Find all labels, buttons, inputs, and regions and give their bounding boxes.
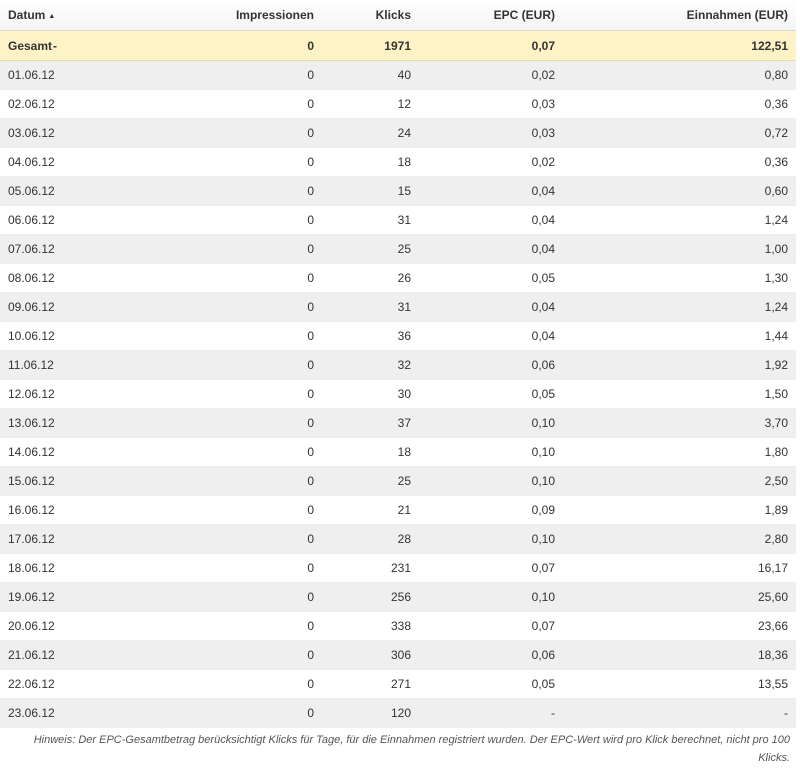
cell-epc: 0,04	[419, 235, 563, 264]
table-row	[0, 148, 796, 177]
cell-epc: 0,05	[419, 264, 563, 293]
cell-date: 20.06.12	[0, 612, 170, 641]
cell-revenue: 0,36	[563, 148, 796, 177]
cell-revenue: 3,70	[563, 409, 796, 438]
table-row	[0, 467, 796, 496]
column-header-date[interactable]	[0, 0, 170, 31]
cell-clicks: 120	[322, 699, 419, 728]
cell-impressions: 0	[170, 148, 322, 177]
cell-revenue: 0,60	[563, 177, 796, 206]
cell-impressions: 0	[170, 641, 322, 670]
cell-revenue: 23,66	[563, 612, 796, 641]
cell-date: 23.06.12	[0, 699, 170, 728]
cell-impressions: 0	[170, 525, 322, 554]
cell-revenue: 1,50	[563, 380, 796, 409]
cell-revenue: -	[563, 699, 796, 728]
sort-ascending-icon: ▲	[48, 13, 56, 20]
total-label-cell	[0, 31, 170, 61]
cell-date: 08.06.12	[0, 264, 170, 293]
cell-clicks: 30	[322, 380, 419, 409]
cell-impressions: 0	[170, 322, 322, 351]
cell-clicks: 25	[322, 467, 419, 496]
cell-impressions: 0	[170, 670, 322, 699]
table-row	[0, 351, 796, 380]
cell-impressions: 0	[170, 351, 322, 380]
table-row	[0, 206, 796, 235]
cell-date: 18.06.12	[0, 554, 170, 583]
cell-impressions: 0	[170, 90, 322, 119]
cell-epc: -	[419, 699, 563, 728]
cell-revenue: 16,17	[563, 554, 796, 583]
total-impressions: 0	[170, 31, 322, 61]
cell-date: 03.06.12	[0, 119, 170, 148]
cell-epc: 0,02	[419, 61, 563, 90]
column-header-impressions[interactable]	[170, 0, 322, 31]
cell-clicks: 26	[322, 264, 419, 293]
cell-date: 07.06.12	[0, 235, 170, 264]
cell-revenue: 18,36	[563, 641, 796, 670]
table-row	[0, 554, 796, 583]
column-header-revenue[interactable]	[563, 0, 796, 31]
table-row	[0, 496, 796, 525]
cell-clicks: 31	[322, 206, 419, 235]
column-header-date-label: Datum	[8, 8, 46, 22]
cell-epc: 0,10	[419, 467, 563, 496]
cell-clicks: 36	[322, 322, 419, 351]
table-row	[0, 409, 796, 438]
cell-clicks: 28	[322, 525, 419, 554]
cell-revenue: 1,24	[563, 293, 796, 322]
cell-date: 05.06.12	[0, 177, 170, 206]
cell-revenue: 1,30	[563, 264, 796, 293]
header-row	[0, 0, 796, 31]
cell-clicks: 15	[322, 177, 419, 206]
table-header	[0, 0, 796, 31]
table-row	[0, 612, 796, 641]
cell-date: 06.06.12	[0, 206, 170, 235]
cell-date: 10.06.12	[0, 322, 170, 351]
cell-impressions: 0	[170, 264, 322, 293]
cell-revenue: 2,50	[563, 467, 796, 496]
cell-date: 13.06.12	[0, 409, 170, 438]
cell-impressions: 0	[170, 177, 322, 206]
column-header-revenue-label: Einnahmen (EUR)	[686, 8, 788, 22]
cell-revenue: 1,44	[563, 322, 796, 351]
table-row	[0, 670, 796, 699]
total-revenue: 122,51	[563, 31, 796, 61]
column-header-clicks[interactable]	[322, 0, 419, 31]
table-row	[0, 322, 796, 351]
cell-epc: 0,03	[419, 119, 563, 148]
table-row	[0, 293, 796, 322]
cell-impressions: 0	[170, 380, 322, 409]
table-row	[0, 380, 796, 409]
cell-epc: 0,02	[419, 148, 563, 177]
cell-impressions: 0	[170, 119, 322, 148]
cell-impressions: 0	[170, 699, 322, 728]
cell-revenue: 0,36	[563, 90, 796, 119]
cell-epc: 0,07	[419, 612, 563, 641]
cell-impressions: 0	[170, 467, 322, 496]
cell-clicks: 231	[322, 554, 419, 583]
column-header-epc[interactable]	[419, 0, 563, 31]
cell-revenue: 0,80	[563, 61, 796, 90]
cell-clicks: 40	[322, 61, 419, 90]
footnote: Hinweis: Der EPC-Gesamtbetrag berücksichtigt Klicks für Tage, für die Einnahmen registriert wurden. Der EPC-Wert wird pro Klick berechnet, nicht pro 100 Klicks.	[33, 734, 790, 764]
cell-epc: 0,10	[419, 438, 563, 467]
table-row	[0, 177, 796, 206]
cell-epc: 0,10	[419, 409, 563, 438]
cell-date: 22.06.12	[0, 670, 170, 699]
table-row	[0, 119, 796, 148]
cell-impressions: 0	[170, 554, 322, 583]
cell-date: 02.06.12	[0, 90, 170, 119]
table-row	[0, 699, 796, 728]
cell-epc: 0,07	[419, 554, 563, 583]
cell-impressions: 0	[170, 612, 322, 641]
cell-date: 16.06.12	[0, 496, 170, 525]
table-row	[0, 61, 796, 90]
total-label: Gesamt	[8, 38, 53, 53]
cell-epc: 0,09	[419, 496, 563, 525]
column-header-clicks-label: Klicks	[375, 8, 411, 22]
cell-date: 12.06.12	[0, 380, 170, 409]
cell-date: 15.06.12	[0, 467, 170, 496]
column-header-impressions-label: Impressionen	[235, 8, 314, 22]
cell-date: 21.06.12	[0, 641, 170, 670]
cell-clicks: 31	[322, 293, 419, 322]
cell-clicks: 32	[322, 351, 419, 380]
table-row	[0, 583, 796, 612]
cell-clicks: 271	[322, 670, 419, 699]
cell-clicks: 18	[322, 438, 419, 467]
cell-date: 09.06.12	[0, 293, 170, 322]
cell-date: 01.06.12	[0, 61, 170, 90]
cell-clicks: 25	[322, 235, 419, 264]
cell-revenue: 25,60	[563, 583, 796, 612]
cell-revenue: 2,80	[563, 525, 796, 554]
cell-epc: 0,03	[419, 90, 563, 119]
table-row	[0, 235, 796, 264]
cell-date: 19.06.12	[0, 583, 170, 612]
total-row[interactable]	[0, 31, 796, 61]
cell-date: 17.06.12	[0, 525, 170, 554]
table-row	[0, 90, 796, 119]
cell-revenue: 0,72	[563, 119, 796, 148]
total-clicks: 1971	[322, 31, 419, 61]
cell-revenue: 1,80	[563, 438, 796, 467]
cell-epc: 0,05	[419, 670, 563, 699]
cell-date: 04.06.12	[0, 148, 170, 177]
cell-epc: 0,10	[419, 525, 563, 554]
cell-date: 14.06.12	[0, 438, 170, 467]
cell-clicks: 18	[322, 148, 419, 177]
column-header-epc-label: EPC (EUR)	[493, 8, 555, 22]
cell-date: 11.06.12	[0, 351, 170, 380]
cell-epc: 0,04	[419, 293, 563, 322]
table-row	[0, 264, 796, 293]
table-row	[0, 438, 796, 467]
cell-epc: 0,06	[419, 351, 563, 380]
table-row	[0, 641, 796, 670]
cell-clicks: 24	[322, 119, 419, 148]
total-epc: 0,07	[419, 31, 563, 61]
table-body	[0, 31, 796, 728]
cell-epc: 0,05	[419, 380, 563, 409]
cell-revenue: 1,00	[563, 235, 796, 264]
cell-revenue: 13,55	[563, 670, 796, 699]
cell-revenue: 1,24	[563, 206, 796, 235]
cell-impressions: 0	[170, 409, 322, 438]
cell-impressions: 0	[170, 293, 322, 322]
cell-clicks: 21	[322, 496, 419, 525]
table-row	[0, 525, 796, 554]
cell-revenue: 1,92	[563, 351, 796, 380]
cell-epc: 0,04	[419, 206, 563, 235]
cell-impressions: 0	[170, 438, 322, 467]
cell-impressions: 0	[170, 61, 322, 90]
cell-epc: 0,10	[419, 583, 563, 612]
cell-clicks: 306	[322, 641, 419, 670]
cell-impressions: 0	[170, 583, 322, 612]
cell-impressions: 0	[170, 496, 322, 525]
collapse-toggle[interactable]: -	[53, 38, 58, 53]
cell-clicks: 256	[322, 583, 419, 612]
cell-clicks: 12	[322, 90, 419, 119]
cell-clicks: 338	[322, 612, 419, 641]
cell-impressions: 0	[170, 206, 322, 235]
cell-clicks: 37	[322, 409, 419, 438]
cell-epc: 0,06	[419, 641, 563, 670]
cell-revenue: 1,89	[563, 496, 796, 525]
cell-impressions: 0	[170, 235, 322, 264]
cell-epc: 0,04	[419, 322, 563, 351]
cell-epc: 0,04	[419, 177, 563, 206]
